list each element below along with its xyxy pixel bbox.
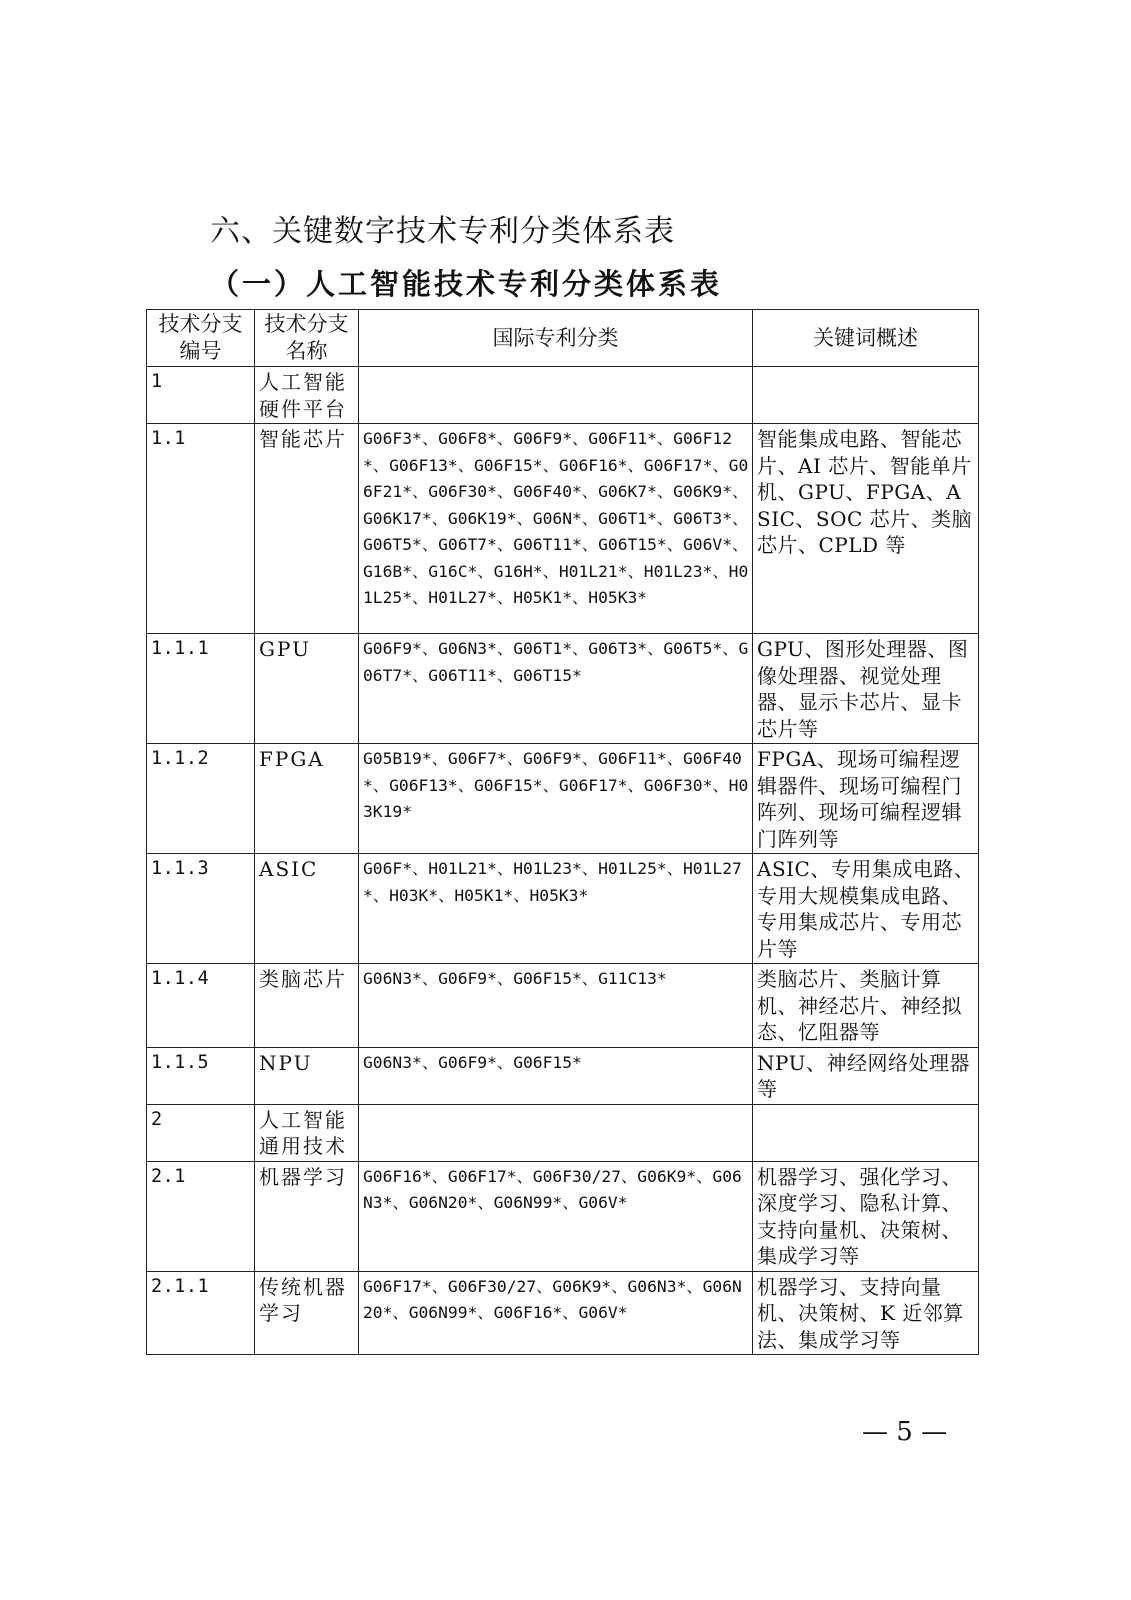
row-name: GPU bbox=[255, 634, 359, 744]
row-keywords: FPGA、现场可编程逻辑器件、现场可编程门阵列、现场可编程逻辑门阵列等 bbox=[753, 744, 979, 854]
row-code: 1.1.3 bbox=[147, 854, 255, 964]
table-row bbox=[147, 964, 979, 1048]
row-ipc: G05B19*、G06F7*、G06F9*、G06F11*、G06F40*、G06F13*、G06F15*、G06F17*、G06F30*、H03K19* bbox=[359, 744, 753, 854]
row-code: 1 bbox=[147, 367, 255, 424]
table-row bbox=[147, 424, 979, 634]
page-number: — 5 — bbox=[862, 1417, 948, 1447]
row-keywords: 机器学习、支持向量机、决策树、K 近邻算法、集成学习等 bbox=[753, 1271, 979, 1355]
row-keywords: 机器学习、强化学习、深度学习、隐私计算、支持向量机、决策树、集成学习等 bbox=[753, 1161, 979, 1271]
row-code: 2.1.1 bbox=[147, 1271, 255, 1355]
table-row bbox=[147, 634, 979, 744]
row-code: 1.1.1 bbox=[147, 634, 255, 744]
row-code: 2.1 bbox=[147, 1161, 255, 1271]
row-code: 1.1.5 bbox=[147, 1047, 255, 1104]
row-name: 人工智能硬件平台 bbox=[255, 367, 359, 424]
row-code: 1.1.2 bbox=[147, 744, 255, 854]
row-code: 1.1.4 bbox=[147, 964, 255, 1048]
row-name: 机器学习 bbox=[255, 1161, 359, 1271]
row-keywords: GPU、图形处理器、图像处理器、视觉处理器、显示卡芯片、显卡芯片等 bbox=[753, 634, 979, 744]
row-name: 智能芯片 bbox=[255, 424, 359, 634]
row-ipc: G06F9*、G06N3*、G06T1*、G06T3*、G06T5*、G06T7*、G06T11*、G06T15* bbox=[359, 634, 753, 744]
patent-classification-table bbox=[146, 309, 979, 1355]
row-keywords bbox=[753, 1104, 979, 1161]
table-row bbox=[147, 854, 979, 964]
header-name: 技术分支名称 bbox=[255, 310, 359, 367]
row-name: 人工智能通用技术 bbox=[255, 1104, 359, 1161]
row-ipc: G06F*、H01L21*、H01L23*、H01L25*、H01L27*、H03K*、H05K1*、H05K3* bbox=[359, 854, 753, 964]
row-ipc bbox=[359, 1104, 753, 1161]
row-code: 2 bbox=[147, 1104, 255, 1161]
row-keywords: NPU、神经网络处理器等 bbox=[753, 1047, 979, 1104]
table-row bbox=[147, 1161, 979, 1271]
row-keywords: 智能集成电路、智能芯片、AI 芯片、智能单片机、GPU、FPGA、ASIC、SOC 芯片、类脑芯片、CPLD 等 bbox=[753, 424, 979, 634]
header-ipc: 国际专利分类 bbox=[359, 310, 753, 367]
table-header-row bbox=[147, 310, 979, 367]
row-name: 传统机器学习 bbox=[255, 1271, 359, 1355]
subsection-title: （一）人工智能技术专利分类体系表 bbox=[210, 267, 723, 301]
row-code: 1.1 bbox=[147, 424, 255, 634]
row-ipc: G06F16*、G06F17*、G06F30/27、G06K9*、G06N3*、G06N20*、G06N99*、G06V* bbox=[359, 1161, 753, 1271]
section-title: 六、关键数字技术专利分类体系表 bbox=[210, 214, 675, 249]
row-ipc bbox=[359, 367, 753, 424]
row-name: ASIC bbox=[255, 854, 359, 964]
row-ipc: G06N3*、G06F9*、G06F15*、G11C13* bbox=[359, 964, 753, 1048]
table-row bbox=[147, 367, 979, 424]
row-keywords: ASIC、专用集成电路、专用大规模集成电路、专用集成芯片、专用芯片等 bbox=[753, 854, 979, 964]
table-row bbox=[147, 744, 979, 854]
header-keywords: 关键词概述 bbox=[753, 310, 979, 367]
row-keywords: 类脑芯片、类脑计算机、神经芯片、神经拟态、忆阻器等 bbox=[753, 964, 979, 1048]
table-row bbox=[147, 1047, 979, 1104]
header-code: 技术分支编号 bbox=[147, 310, 255, 367]
table-row bbox=[147, 1104, 979, 1161]
row-name: FPGA bbox=[255, 744, 359, 854]
row-name: 类脑芯片 bbox=[255, 964, 359, 1048]
row-keywords bbox=[753, 367, 979, 424]
row-ipc: G06F3*、G06F8*、G06F9*、G06F11*、G06F12*、G06F13*、G06F15*、G06F16*、G06F17*、G06F21*、G06F30*、G06F40*、G06K7*、G06K9*、G06K17*、G06K19*、G06N*、G06T1*、G06T3*、G06T5*、G06T7*、G06T11*、G06T15*、G06V*、G16B*、G16C*、G16H*、H01L21*、H01L23*、H01L25*、H01L27*、H05K1*、H05K3* bbox=[359, 424, 753, 634]
table-row bbox=[147, 1271, 979, 1355]
row-ipc: G06F17*、G06F30/27、G06K9*、G06N3*、G06N20*、G06N99*、G06F16*、G06V* bbox=[359, 1271, 753, 1355]
row-ipc: G06N3*、G06F9*、G06F15* bbox=[359, 1047, 753, 1104]
row-name: NPU bbox=[255, 1047, 359, 1104]
